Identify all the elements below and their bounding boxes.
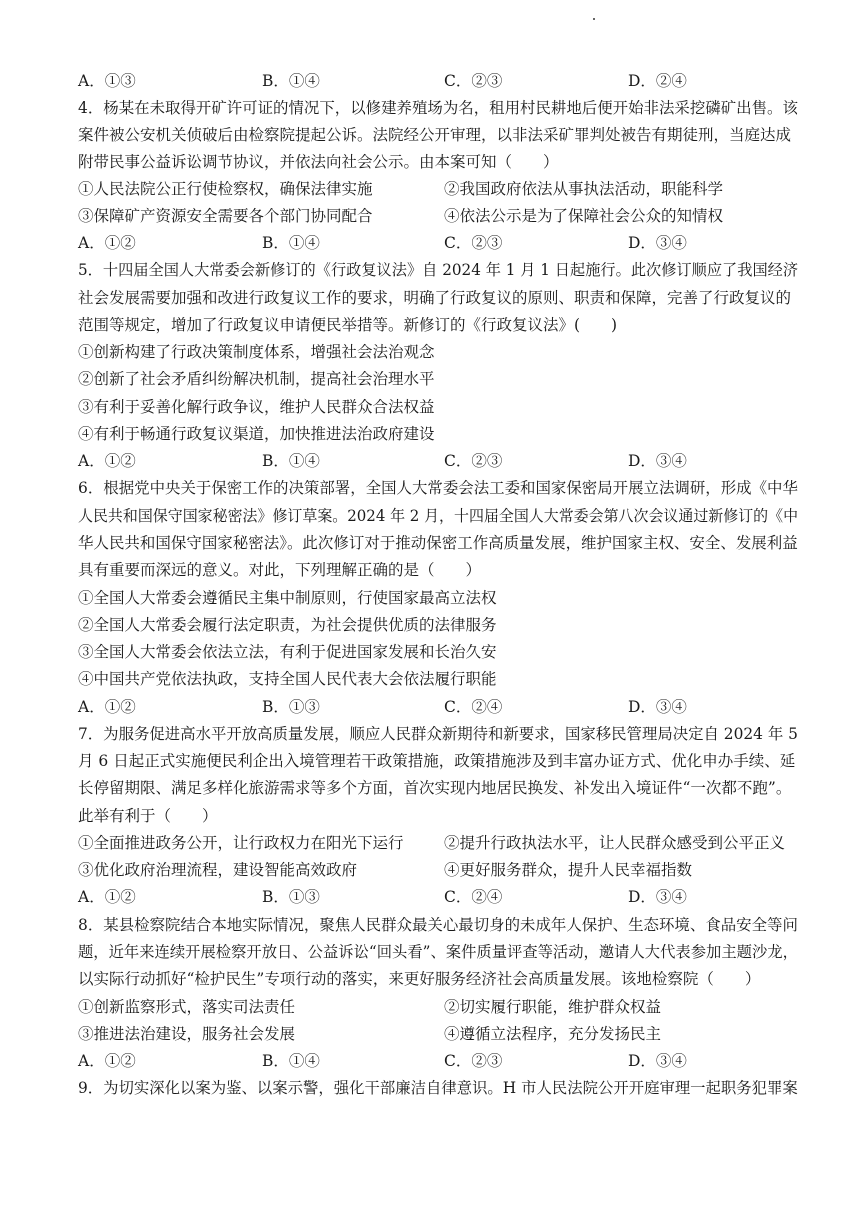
q5-option-d: D．③④ bbox=[628, 452, 687, 470]
q5-option-c: C．②③ bbox=[444, 452, 503, 470]
q8-option-a: A．①② bbox=[78, 1052, 136, 1070]
q8-statement-4: ④遵循立法程序，充分发扬民主 bbox=[444, 1025, 662, 1043]
q3-option-c: C．②③ bbox=[444, 72, 503, 90]
q7-stem-line: 月 6 日起正式实施便民利企出入境管理若干政策措施，政策措施涉及到丰富办证方式、优化申办手续、延 bbox=[78, 752, 796, 770]
q6-statement-1: ①全国人大常委会遵循民主集中制原则，行使国家最高立法权 bbox=[78, 589, 497, 607]
q7-stem-line: 长停留期限、满足多样化旅游需求等多个方面，首次实现内地居民换发、补发出入境证件“一次都不跑”。 bbox=[78, 779, 792, 797]
q6-options bbox=[78, 697, 798, 717]
q8-statement-row bbox=[78, 997, 798, 1017]
q6-option-b: B．①③ bbox=[262, 698, 320, 716]
q4-stem-line: 案件被公安机关侦破后由检察院提起公诉。法院经公开审理，以非法采矿罪判处被告有期徒刑，当庭达成 bbox=[78, 126, 792, 144]
q4-statement-3: ③保障矿产资源安全需要各个部门协同配合 bbox=[78, 207, 373, 225]
q7-statement-3: ③优化政府治理流程，建设智能高效政府 bbox=[78, 861, 358, 879]
q7-stem-line: 7．为服务促进高水平开放高质量发展，顺应人民群众新期待和新要求，国家移民管理局决定自 2024 年 5 bbox=[78, 725, 798, 743]
q6-option-d: D．③④ bbox=[628, 698, 687, 716]
q5-statement-2: ②创新了社会矛盾纠纷解决机制，提高社会治理水平 bbox=[78, 370, 435, 388]
q6-statement-3: ③全国人大常委会依法立法，有利于促进国家发展和长治久安 bbox=[78, 643, 497, 661]
q6-stem-line: 华人民共和国保守国家秘密法》。此次修订对于推动保密工作高质量发展，维护国家主权、安全、发展利益 bbox=[78, 534, 798, 552]
q5-stem-line: 5．十四届全国人大常委会新修订的《行政复议法》自 2024 年 1 月 1 日起施行。此次修订顺应了我国经济 bbox=[78, 261, 799, 279]
q6-option-a: A．①② bbox=[78, 698, 136, 716]
q8-options bbox=[78, 1051, 798, 1071]
q4-option-b: B．①④ bbox=[262, 234, 320, 252]
q7-statement-2: ②提升行政执法水平，让人民群众感受到公平正义 bbox=[444, 834, 786, 852]
q4-statement-row bbox=[78, 179, 798, 199]
q5-statement-3: ③有利于妥善化解行政争议，维护人民群众合法权益 bbox=[78, 398, 435, 416]
q4-stem-line: 附带民事公益诉讼调节协议，并依法向社会公示。由本案可知（ ） bbox=[78, 153, 559, 171]
q8-statement-row bbox=[78, 1024, 798, 1044]
q9-stem-line: 9．为切实深化以案为鉴、以案示警，强化干部廉洁自律意识。H 市人民法院公开开庭审理一起职务犯罪案 bbox=[78, 1079, 798, 1097]
q7-statement-row bbox=[78, 833, 798, 853]
q3-option-a: A．①③ bbox=[78, 72, 136, 90]
scan-speck bbox=[593, 18, 595, 20]
q3-option-d: D．②④ bbox=[628, 72, 687, 90]
q5-stem-line: 范围等规定，增加了行政复议申请便民举措等。新修订的《行政复议法》( ) bbox=[78, 316, 618, 334]
q5-statement-1: ①创新构建了行政决策制度体系，增强社会法治观念 bbox=[78, 343, 435, 361]
q5-statement-4: ④有利于畅通行政复议渠道，加快推进法治政府建设 bbox=[78, 425, 435, 443]
q5-stem-line: 社会发展需要加强和改进行政复议工作的要求，明确了行政复议的原则、职责和保障，完善了行政复议的 bbox=[78, 289, 792, 307]
q8-statement-3: ③推进法治建设，服务社会发展 bbox=[78, 1025, 296, 1043]
q4-option-c: C．②③ bbox=[444, 234, 503, 252]
q8-statement-1: ①创新监察形式，落实司法责任 bbox=[78, 998, 296, 1016]
q4-option-a: A．①② bbox=[78, 234, 136, 252]
q8-stem-line: 8．某县检察院结合本地实际情况，聚焦人民群众最关心最切身的未成年人保护、生态环境、食品安全等问 bbox=[78, 916, 798, 934]
q8-option-c: C．②③ bbox=[444, 1052, 503, 1070]
q7-options bbox=[78, 887, 798, 907]
q7-statement-row bbox=[78, 860, 798, 880]
q7-option-a: A．①② bbox=[78, 888, 136, 906]
q7-option-d: D．③④ bbox=[628, 888, 687, 906]
q4-statement-row bbox=[78, 206, 798, 226]
q6-statement-2: ②全国人大常委会履行法定职责，为社会提供优质的法律服务 bbox=[78, 616, 497, 634]
q8-stem-line: 以实际行动抓好“检护民生”专项行动的落实，来更好服务经济社会高质量发展。该地检察院（ ） bbox=[78, 970, 761, 988]
q7-statement-1: ①全面推进政务公开，让行政权力在阳光下运行 bbox=[78, 834, 404, 852]
q5-options bbox=[78, 451, 798, 471]
q7-stem-line: 此举有利于（ ） bbox=[78, 807, 218, 825]
q6-option-c: C．②④ bbox=[444, 698, 503, 716]
q7-option-b: B．①③ bbox=[262, 888, 320, 906]
q8-statement-2: ②切实履行职能，维护群众权益 bbox=[444, 998, 662, 1016]
q4-option-d: D．③④ bbox=[628, 234, 687, 252]
q5-option-a: A．①② bbox=[78, 452, 136, 470]
q4-statement-2: ②我国政府依法从事执法活动，职能科学 bbox=[444, 180, 724, 198]
q6-stem-line: 具有重要而深远的意义。对此，下列理解正确的是（ ） bbox=[78, 561, 482, 579]
q4-statement-4: ④依法公示是为了保障社会公众的知情权 bbox=[444, 207, 724, 225]
q4-statement-1: ①人民法院公正行使检察权，确保法律实施 bbox=[78, 180, 373, 198]
q3-option-b: B．①④ bbox=[262, 72, 320, 90]
q7-statement-4: ④更好服务群众，提升人民幸福指数 bbox=[444, 861, 693, 879]
q8-option-d: D．③④ bbox=[628, 1052, 687, 1070]
q4-stem-line: 4．杨某在未取得开矿许可证的情况下，以修建养殖场为名，租用村民耕地后便开始非法采挖磷矿出售。该 bbox=[78, 99, 798, 117]
q4-options bbox=[78, 233, 798, 253]
q6-stem-line: 人民共和国保守国家秘密法》修订草案。2024 年 2 月，十四届全国人大常委会第八次会议通过新修订的《中 bbox=[78, 507, 799, 525]
q6-stem-line: 6．根据党中央关于保密工作的决策部署，全国人大常委会法工委和国家保密局开展立法调研，形成《中华 bbox=[78, 479, 798, 497]
q8-stem-line: 题，近年来连续开展检察开放日、公益诉讼“回头看”、案件质量评查等活动，邀请人大代表参加主题沙龙， bbox=[78, 943, 798, 961]
q8-option-b: B．①④ bbox=[262, 1052, 320, 1070]
q6-statement-4: ④中国共产党依法执政，支持全国人民代表大会依法履行职能 bbox=[78, 670, 497, 688]
q5-option-b: B．①④ bbox=[262, 452, 320, 470]
q7-option-c: C．②④ bbox=[444, 888, 503, 906]
q3-options bbox=[78, 71, 798, 91]
